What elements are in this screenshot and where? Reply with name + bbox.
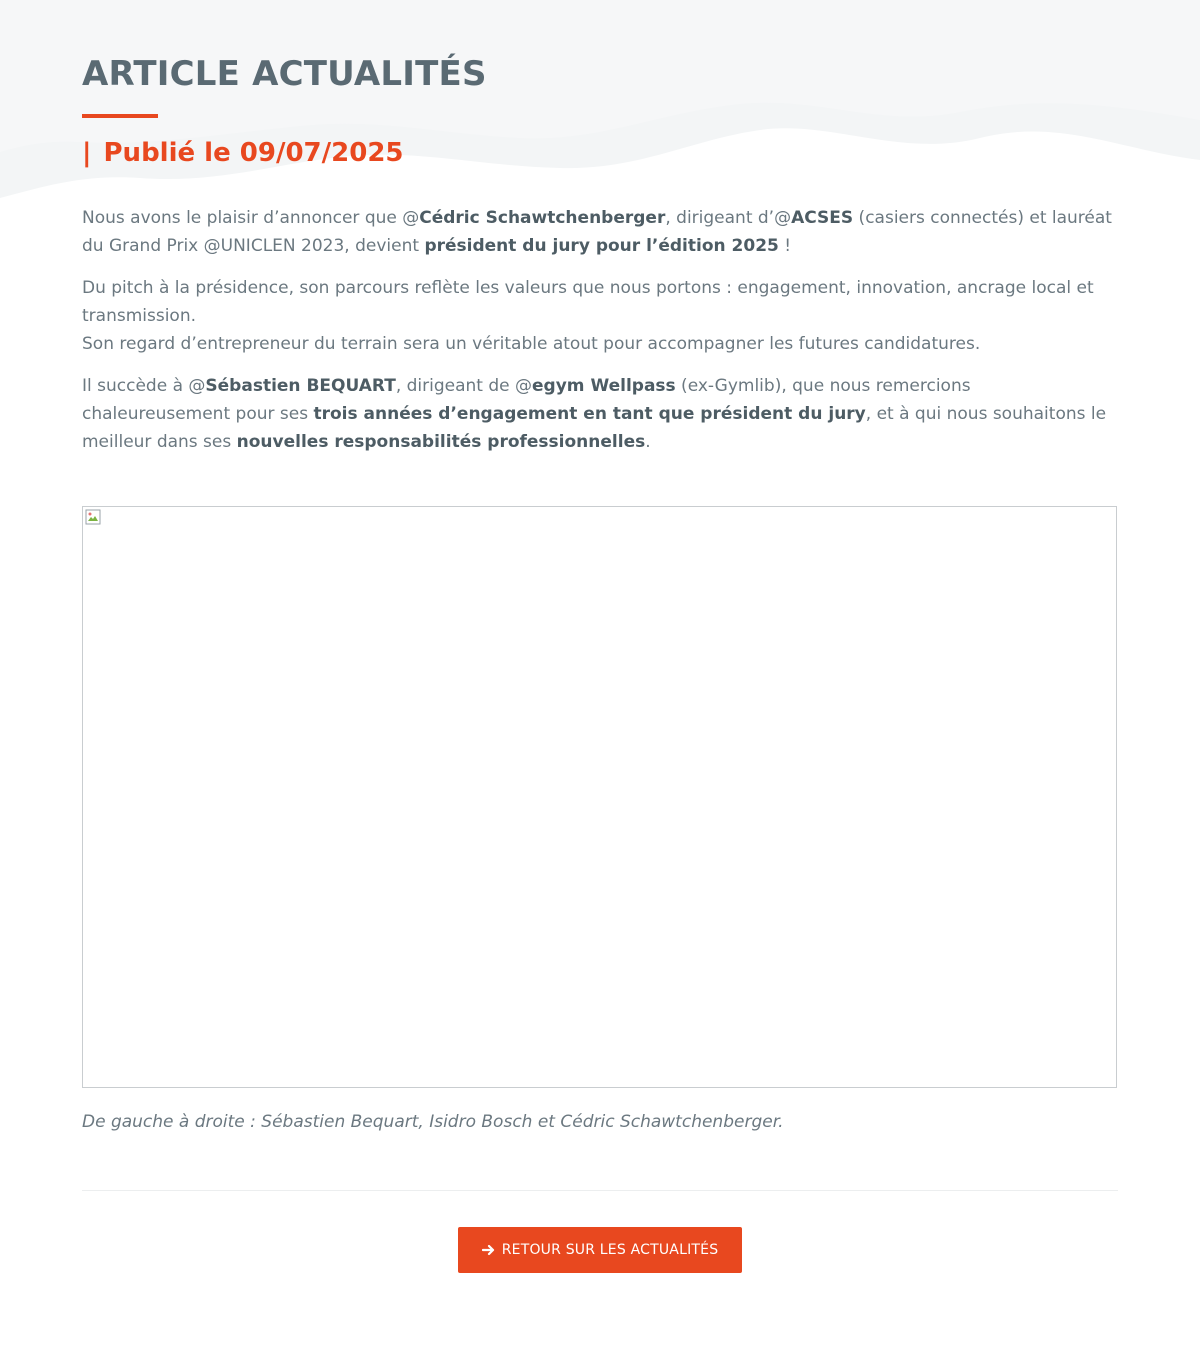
text-span: Du pitch à la présidence, son parcours reflète les valeurs que nous portons : engagement, innovation, ancrage local et transmission. [82,278,1094,326]
highlight-engagement: trois années d’engagement en tant que président du jury [313,404,866,424]
mention-egym: egym Wellpass [532,376,676,396]
title-underline [82,114,158,118]
paragraph-2 [82,274,1118,358]
text-span: (ex-Gymlib), que nous remercions chaleureusement pour ses [82,376,971,424]
text-span: , dirigeant d’@ [665,208,792,228]
back-button-label: RETOUR SUR LES ACTUALITÉS [501,1242,719,1258]
highlight-responsibilities: nouvelles responsabilités professionnelles [236,432,646,452]
mention-acses: ACSES [791,208,854,228]
text-span: (casiers connectés) et lauréat du Grand Prix @UNICLEN 2023, devient [82,208,1112,256]
date-text: Publié le 09/07/2025 [103,138,404,168]
text-span: , et à qui nous souhaitons le meilleur dans ses [82,404,1107,452]
text-span: ! [778,236,792,256]
background-wave [0,0,1200,220]
article-body [82,204,1118,470]
text-span: . [645,432,651,452]
text-span: Il succède à @ [82,376,206,396]
paragraph-1 [82,204,1118,260]
text-span: Nous avons le plaisir d’annoncer que @ [82,208,420,228]
back-to-news-button[interactable] [458,1227,742,1273]
publication-date [82,138,404,168]
text-span: Son regard d’entrepreneur du terrain sera un véritable atout pour accompagner les futures candidatures. [82,334,981,354]
mention-sebastien: Sébastien BEQUART [205,376,396,396]
arrow-right-icon [482,1243,496,1257]
page-title: ARTICLE ACTUALITÉS [82,54,487,94]
photo-caption: De gauche à droite : Sébastien Bequart, Isidro Bosch et Cédric Schawtchenberger. [82,1112,784,1132]
divider [82,1190,1118,1191]
broken-image-icon [85,509,101,525]
date-bar: | [82,138,92,168]
highlight-president: président du jury pour l’édition 2025 [424,236,779,256]
paragraph-3 [82,372,1118,456]
mention-cedric: Cédric Schawtchenberger [419,208,666,228]
text-span: , dirigeant de @ [395,376,533,396]
article-photo [82,506,1117,1088]
